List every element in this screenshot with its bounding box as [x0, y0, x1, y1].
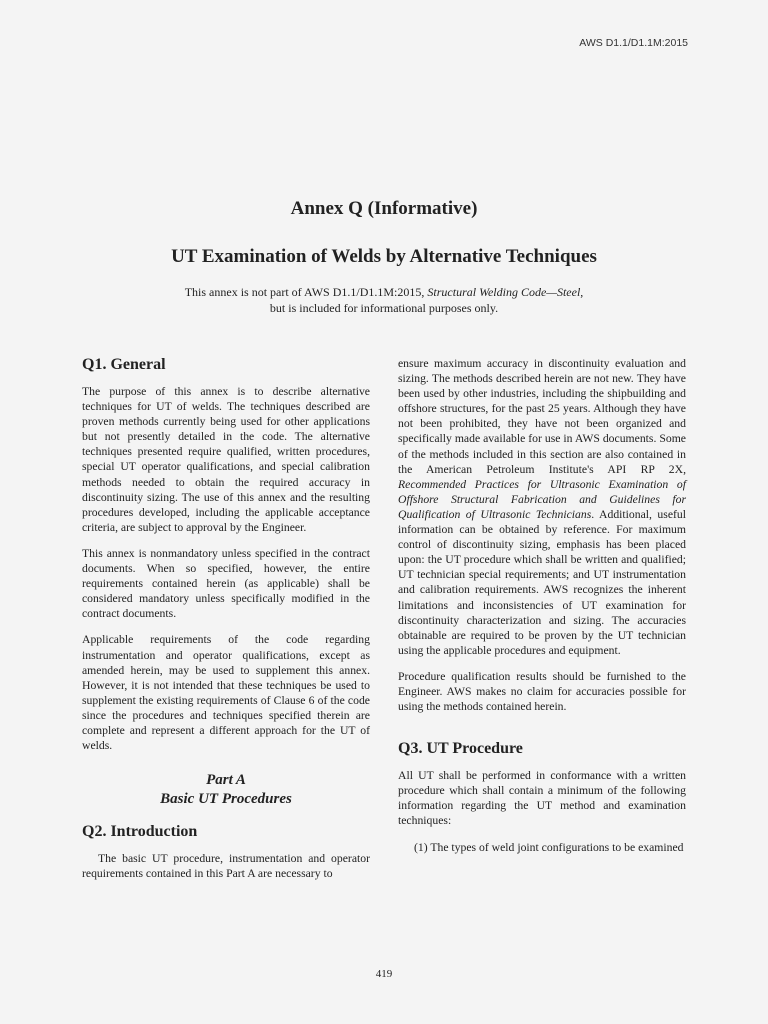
- section-heading-q3: Q3. UT Procedure: [398, 740, 523, 758]
- q3-list-item-1: (1) The types of weld joint configurations to be examined: [414, 840, 684, 854]
- q1-paragraph-3: Applicable requirements of the code regarding instrumentation and operator qualifications, except as amended herein, may be used to supplement this annex. However, it is not intended that these techniques be used to supplement the existing requirements of Clause 6 of the code since the procedures and techniques specified therein are complete and represent a different approach for the UT of welds.: [82, 633, 370, 753]
- annex-note-text: This annex is not part of AWS D1.1/D1.1M:2015,: [184, 285, 428, 299]
- q1-p4-api-title: Recommended Practices for Ultrasonic Examination of Offshore Structural Fabrication and Guidelines for Qualification of Ultrasonic Technicians: [398, 477, 686, 521]
- section-heading-q2: Q2. Introduction: [82, 823, 198, 841]
- annex-note-comma: ,: [580, 285, 584, 299]
- annex-note-line-1: [0, 284, 768, 300]
- annex-note-code-title: Structural Welding Code—Steel: [427, 285, 581, 299]
- q1-p4-text-a: ensure maximum accuracy in discontinuity evaluation and sizing. The methods described herein are not new. They have been used by other industries, including the shipbuilding and offshore structures, for the past 25 years. Although they have not been prohibited, they have not been organized and specifically made available for use in AWS documents. Some of the methods included in this section are also contained in the American Petroleum Institute's API RP 2X,: [398, 357, 686, 476]
- q1-p4-text-b: . Additional, useful information can be obtained by reference. For maximum control of discontinuity sizing, emphasis has been placed upon: the UT procedure which shall be written and qualified; UT technician special requirements; and UT instrumentation and calibration requirements. AWS recognizes the inherent limitations and inconsistencies of UT examination for discontinuity characterization and sizing. The accuracies obtainable are required to be proven by the UT technician using the applicable procedures and equipment.: [398, 507, 686, 657]
- q1-paragraph-2: This annex is nonmandatory unless specified in the contract documents. When so specified, however, the entire requirements contained herein (as applicable) shall be considered mandatory unless specifically modified in the contract documents.: [82, 546, 370, 621]
- part-a-label: Part A: [206, 772, 246, 789]
- part-a-title: Basic UT Procedures: [160, 791, 292, 808]
- part-a-heading: [82, 771, 370, 809]
- q1-paragraph-1: The purpose of this annex is to describe alternative techniques for UT of welds. The techniques described are proven methods currently being used for other applications but not presently detailed in the code. The alternative techniques presented require qualified, written procedures, special UT operator qualifications, and special calibration methods needed to obtain the required accuracy in discontinuity sizing. The use of this annex and the resulting procedures developed, including the applicable acceptance criteria, are subject to approval by the Engineer.: [82, 385, 370, 534]
- annex-title: Annex Q (Informative): [290, 198, 478, 219]
- section-heading-q1: Q1. General: [82, 356, 166, 373]
- q3-paragraph-1: All UT shall be performed in conformance with a written procedure which shall contain a minimum of the following information regarding the UT method and examination techniques:: [398, 769, 686, 828]
- q2-paragraph-1: The basic UT procedure, instrumentation and operator requirements contained in this Part A are necessary to: [82, 852, 370, 881]
- annex-informative-note: [0, 284, 768, 316]
- annex-subtitle: UT Examination of Welds by Alternative Techniques: [171, 246, 597, 267]
- left-column: [82, 356, 370, 892]
- q1-paragraph-5: Procedure qualification results should be furnished to the Engineer. AWS makes no claim for accuracies possible for using the methods contained herein.: [398, 669, 686, 714]
- annex-note-line-2: but is included for informational purposes only.: [269, 301, 499, 315]
- page-number: 419: [375, 968, 393, 980]
- q1-paragraph-4: [398, 356, 686, 658]
- running-header: AWS D1.1/D1.1M:2015: [579, 37, 688, 49]
- right-column: [398, 356, 686, 866]
